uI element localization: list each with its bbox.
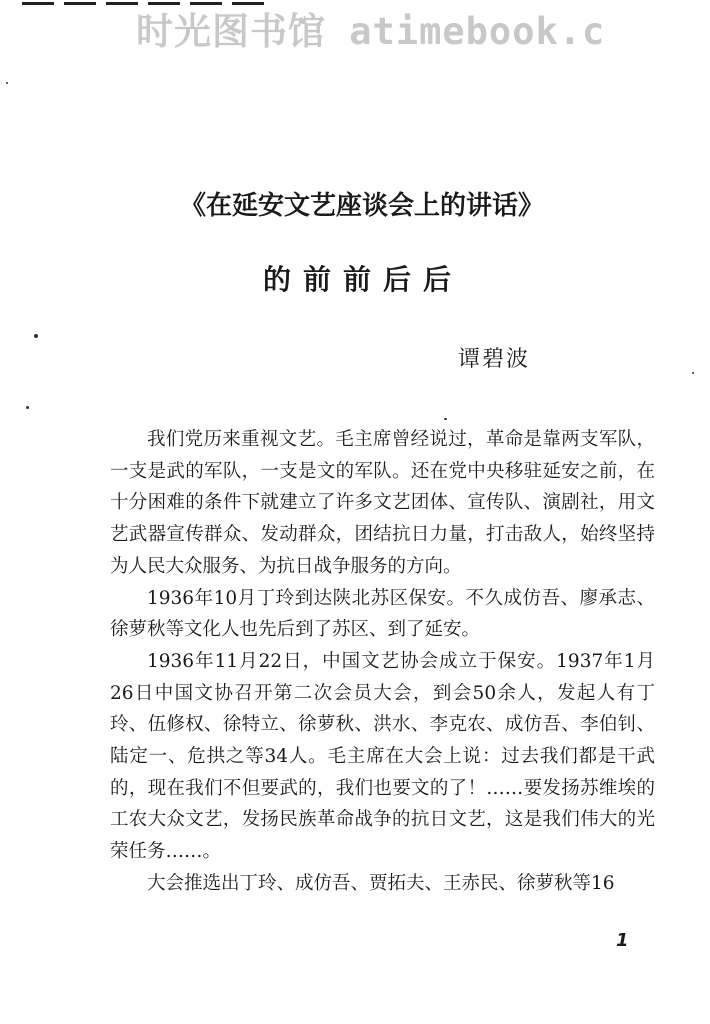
scan-speck — [26, 406, 29, 409]
paragraph: 我们党历来重视文艺。毛主席曾经说过，革命是靠两支军队，一支是武的军队，一支是文的军队。还在党中央移驻延安之前，在十分困难的条件下就建立了许多文艺团体、宣传队、演剧社，用文艺武器宣传群众、发动群众，团结抗日力量，打击敌人，始终坚持为人民大众服务、为抗日战争服务的方向。 — [110, 429, 655, 577]
article-title: 《在延安文艺座谈会上的讲话》 — [179, 191, 544, 221]
article-subtitle: 的前前后后 — [262, 263, 463, 296]
scan-speck — [692, 372, 694, 374]
scan-speck — [444, 418, 447, 420]
scan-speck — [34, 334, 38, 338]
dash-mark — [64, 2, 96, 5]
top-edge-dashes — [22, 2, 264, 5]
page-number: 1 — [616, 930, 629, 951]
dash-mark — [232, 2, 264, 5]
scan-speck — [6, 82, 8, 84]
dash-mark — [148, 2, 180, 5]
article-body — [110, 424, 655, 900]
author-name: 谭碧波 — [458, 347, 531, 372]
dash-mark — [22, 2, 54, 5]
dash-mark — [106, 2, 138, 5]
dash-mark — [190, 2, 222, 5]
paragraph: 1936年11月22日，中国文艺协会成立于保安。1937年1月26日中国文协召开第二次会员大会，到会50余人，发起人有丁玲、伍修权、徐特立、徐萝秋、洪水、李克农、成仿吾、李伯钊、陆定一、危拱之等34人。毛主席在大会上说：过去我们都是干武的，现在我们不但要武的，我们也要文的了！……要发扬苏维埃的工农大众文艺，发扬民族革命战争的抗日文艺，这是我们伟大的光荣任务……。 — [110, 650, 655, 863]
paragraph: 大会推选出丁玲、成仿吾、贾拓夫、王赤民、徐萝秋等16 — [147, 872, 615, 894]
paragraph: 1936年10月丁玲到达陕北苏区保安。不久成仿吾、廖承志、徐萝秋等文化人也先后到了苏区、到了延安。 — [110, 587, 655, 641]
watermark: 时光图书馆 atimebook.c — [136, 10, 606, 53]
